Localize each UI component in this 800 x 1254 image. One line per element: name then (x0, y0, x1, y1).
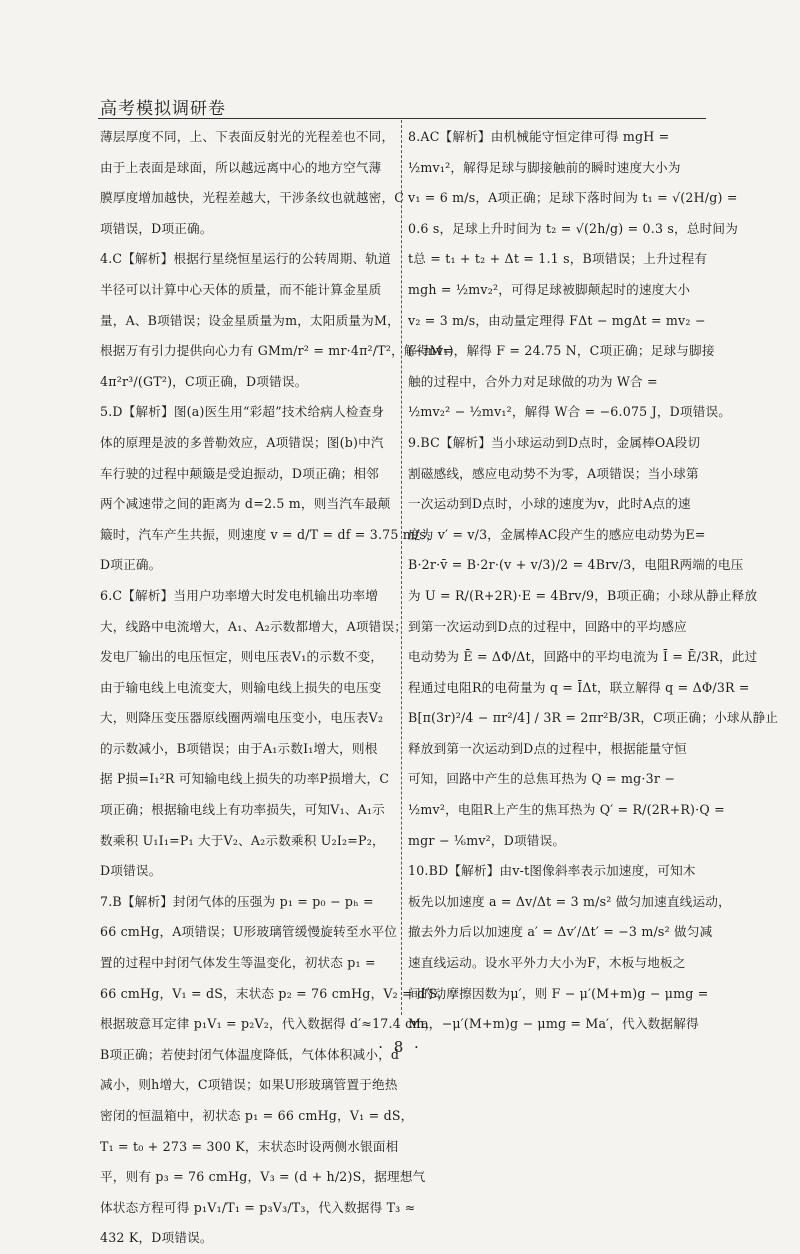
column-divider (401, 120, 402, 1015)
text-line: 密闭的恒温箱中，初状态 p₁ = 66 cmHg，V₁ = dS， (100, 1108, 414, 1123)
text-line: 项正确；根据输电线上有功率损失，可知V₁、A₁示 (100, 802, 385, 818)
text-line: v₁ = 6 m/s，A项正确；足球下落时间为 t₁ = √(2H/g) = (408, 190, 738, 206)
text-line: 大，线路中电流增大，A₁、A₂示数都增大，A项错误； (100, 618, 408, 634)
text-line: 可知，回路中产生的总焦耳热为 Q = mg·3r − (408, 771, 675, 787)
text-line: 根据玻意耳定律 p₁V₁ = p₂V₂，代入数据得 d′≈17.4 cm， (100, 1016, 438, 1032)
text-line: 5.D【解析】图(a)医生用“彩超”技术给病人检查身 (100, 404, 385, 420)
text-line: 据 P损=I₁²R 可知输电线上损失的功率P损增大，C (100, 771, 390, 787)
right-column (408, 122, 779, 1040)
text-line: 体的原理是波的多普勒效应，A项错误；图(b)中汽 (100, 434, 384, 450)
text-line: mgr − ⅙mv²，D项错误。 (408, 832, 566, 848)
text-line: 4.C【解析】根据行星绕恒星运行的公转周期、轨道 (100, 251, 391, 267)
text-line: 6.C【解析】当用户功率增大时发电机输出功率增 (100, 587, 379, 603)
text-line: 0.6 s，足球上升时间为 t₂ = √(2h/g) = 0.3 s，总时间为 (408, 220, 739, 236)
text-line: 根据万有引力提供向心力有 GMm/r² = mr·4π²/T²，解得M= (100, 343, 454, 359)
text-line: 电动势为 Ē = ΔΦ/Δt，回路中的平均电流为 Ī = Ē/3R，此过 (408, 649, 758, 665)
text-line: 量，A、B项错误；设金星质量为m，太阳质量为M， (100, 312, 400, 328)
text-line: 由于上表面是球面，所以越远离中心的地方空气薄 (100, 159, 382, 175)
text-line: 8.AC【解析】由机械能守恒定律可得 mgH = (408, 129, 670, 144)
text-line: 簸时，汽车产生共振，则速度 v = d/T = df = 3.75 m/s， (100, 526, 439, 542)
text-line: 平，则有 p₃ = 76 cmHg，V₃ = (d + h/2)S，据理想气 (100, 1169, 426, 1185)
text-line: 大，则降压变压器原线圈两端电压变小，电压表V₂ (100, 710, 384, 726)
text-line: ½mv²，电阻R上产生的焦耳热为 Q′ = R/(2R+R)·Q = (408, 802, 725, 818)
text-line: ½mv₂² − ½mv₁²，解得 W合 = −6.075 J，D项错误。 (408, 404, 732, 420)
text-line: B[π(3r)²/4 − πr²/4] / 3R = 2πr²B/3R，C项正确；小球从静止 (408, 710, 779, 726)
text-line: (−mv₁)，解得 F = 24.75 N，C项正确；足球与脚接 (408, 343, 715, 359)
page-header (98, 92, 706, 119)
text-line: 板先以加速度 a = Δv/Δt = 3 m/s² 做匀加速直线运动， (408, 893, 731, 909)
text-line: t总 = t₁ + t₂ + Δt = 1.1 s，B项错误；上升过程有 (408, 251, 708, 267)
text-line: 432 K，D项错误。 (100, 1230, 213, 1246)
text-line: 车行驶的过程中颠簸是受迫振动，D项正确；相邻 (100, 465, 379, 481)
text-line: 薄层厚度不同，上、下表面反射光的光程差也不同， (100, 129, 395, 144)
text-line: 膜厚度增加越快，光程差越大，干涉条纹也就越密，C (100, 190, 405, 206)
text-line: Ma，−μ′(M+m)g − μmg = Ma′，代入数据解得 (408, 1016, 699, 1032)
text-line: D项错误。 (100, 863, 162, 879)
text-line: 释放到第一次运动到D点的过程中，根据能量守恒 (408, 740, 687, 756)
text-line: mgh = ½mv₂²，可得足球被脚颠起时的速度大小 (408, 281, 691, 297)
left-column (100, 122, 454, 1254)
text-line: 9.BC【解析】当小球运动到D点时，金属棒OA段切 (408, 434, 701, 450)
text-line: 速直线运动。设水平外力大小为F，木板与地板之 (408, 955, 686, 971)
text-line: 发电厂输出的电压恒定，则电压表V₁的示数不变， (100, 649, 384, 665)
text-line: 为 U = R/(R+2R)·E = 4Brv/9，B项正确；小球从静止释放 (408, 587, 758, 603)
text-line: 66 cmHg，V₁ = dS，末状态 p₂ = 76 cmHg，V₂ = d′S， (100, 985, 451, 1001)
text-line: 度为 v′ = v/3，金属棒AC段产生的感应电动势为E= (408, 526, 706, 542)
text-line: B项正确；若使封闭气体温度降低，气体体积减小，d (100, 1046, 400, 1062)
text-line: 程通过电阻R的电荷量为 q = ĪΔt，联立解得 q = ΔΦ/3R = (408, 679, 750, 695)
text-line: 一次运动到D点时，小球的速度为v，此时A点的速 (408, 496, 691, 512)
text-line: 体状态方程可得 p₁V₁/T₁ = p₃V₃/T₃，代入数据得 T₃ ≈ (100, 1199, 416, 1215)
text-line: 到第一次运动到D点的过程中，回路中的平均感应 (408, 618, 687, 634)
text-line: 项错误，D项正确。 (100, 220, 213, 236)
text-line: 置的过程中封闭气体发生等温变化，初状态 p₁ = (100, 955, 376, 971)
text-line: v₂ = 3 m/s，由动量定理得 FΔt − mgΔt = mv₂ − (408, 312, 706, 328)
page-number: · 8 · (378, 1038, 422, 1056)
text-line: 7.B【解析】封闭气体的压强为 p₁ = p₀ − pₕ = (100, 893, 374, 909)
text-line: 间的动摩擦因数为μ′，则 F − μ′(M+m)g − μmg = (408, 985, 709, 1001)
text-line: 10.BD【解析】由v-t图像斜率表示加速度，可知木 (408, 863, 696, 879)
text-line: 触的过程中，合外力对足球做的功为 W合 = (408, 373, 658, 389)
text-line: D项正确。 (100, 557, 162, 573)
text-line: 由于输电线上电流变大，则输电线上损失的电压变 (100, 679, 382, 695)
text-line: 的示数减小，B项错误；由于A₁示数I₁增大，则根 (100, 740, 378, 756)
text-line: B·2r·v̄ = B·2r·(v + v/3)/2 = 4Brv/3，电阻R两端的电压 (408, 557, 744, 573)
text-line: ½mv₁²，解得足球与脚接触前的瞬时速度大小为 (408, 159, 681, 175)
text-line: 割磁感线，感应电动势不为零，A项错误；当小球第 (408, 465, 699, 481)
text-line: 减小，则h增大，C项错误；如果U形玻璃管置于绝热 (100, 1077, 398, 1093)
text-line: 两个减速带之间的距离为 d=2.5 m，则当汽车最颠 (100, 496, 391, 512)
text-line: T₁ = t₀ + 273 = 300 K，末状态时设两侧水银面相 (100, 1138, 399, 1154)
text-line: 66 cmHg，A项错误；U形玻璃管缓慢旋转至水平位 (100, 924, 398, 940)
text-line: 半径可以计算中心天体的质量，而不能计算金星质 (100, 281, 382, 297)
text-line: 撤去外力后以加速度 a′ = Δv′/Δt′ = −3 m/s² 做匀减 (408, 924, 713, 940)
header-title: 高考模拟调研卷 (100, 99, 226, 119)
text-line: 数乘积 U₁I₁=P₁ 大于V₂、A₂示数乘积 U₂I₂=P₂， (100, 832, 385, 848)
text-line: 4π²r³/(GT²)，C项正确，D项错误。 (100, 373, 308, 389)
